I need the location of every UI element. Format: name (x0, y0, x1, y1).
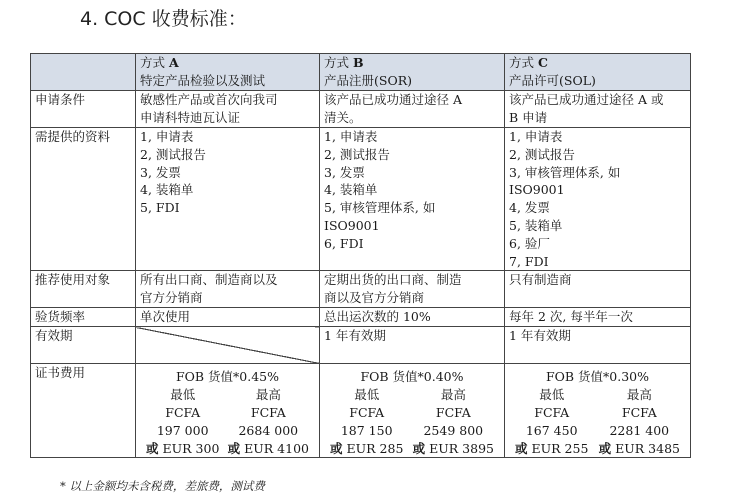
text-line: 3, 审核管理体系, 如 (509, 164, 621, 180)
fee-max-title: 最高 (626, 387, 652, 403)
method-a-subtitle: 特定产品检验以及测试 (140, 72, 266, 88)
text-line: 3, 发票 (324, 164, 365, 180)
or-label: 或 (412, 440, 426, 456)
fee-eur: EUR 3485 (611, 440, 680, 456)
text-line: 官方分销商 (140, 290, 203, 306)
fee-amount: 197 000 (156, 422, 209, 438)
fee-rate: FOB 货值*0.45% (175, 369, 280, 385)
text-line: 5, 装箱单 (509, 217, 563, 233)
header-method-b (320, 54, 505, 91)
or-label: 或 (515, 440, 528, 456)
frequency-a: 单次使用 (136, 308, 320, 327)
text-line: 2, 测试报告 (140, 146, 206, 162)
text-line: 2, 测试报告 (509, 146, 575, 162)
text-line: 定期出货的出口商、制造 (324, 272, 462, 288)
text-line: ISO9001 (324, 217, 380, 233)
method-b-letter: B (352, 55, 364, 70)
fee-max (228, 386, 309, 457)
fee-max (599, 386, 680, 457)
or-label: 或 (227, 440, 241, 456)
header-method-a (136, 54, 320, 91)
text-line: 2, 测试报告 (324, 146, 390, 162)
fee-min-title: 最低 (354, 387, 380, 403)
fee-max (413, 386, 494, 457)
fee-amount: 2549 800 (423, 422, 484, 438)
condition-b (320, 91, 505, 128)
section-heading: 4. COC 收费标准： (80, 8, 247, 30)
text-line: 5, 审核管理体系, 如 (324, 200, 436, 216)
text-line: 5, FDI (140, 200, 180, 216)
label-target-users: 推荐使用对象 (31, 271, 136, 308)
label-fee: 证书费用 (31, 364, 136, 458)
fee-currency: FCFA (534, 404, 570, 420)
validity-b: 1 年有效期 (320, 327, 505, 364)
row-documents (31, 128, 691, 271)
text-line: 清关。 (324, 109, 362, 125)
method-a-prefix: 方式 (140, 55, 169, 70)
fee-eur: EUR 285 (342, 440, 404, 456)
fee-rate: FOB 货值*0.30% (545, 369, 650, 385)
text-line: 3, 发票 (140, 164, 181, 180)
fee-max-title: 最高 (440, 387, 466, 403)
documents-a (136, 128, 320, 271)
fee-currency: FCFA (250, 404, 286, 420)
fee-min-title: 最低 (539, 387, 565, 403)
row-condition (31, 91, 691, 128)
header-corner-cell (31, 54, 136, 91)
text-line: 6, FDI (324, 235, 364, 251)
coc-fee-table (30, 53, 691, 458)
text-line: 4, 装箱单 (324, 182, 378, 198)
text-line: 4, 装箱单 (140, 182, 194, 198)
method-b-prefix: 方式 (324, 55, 353, 70)
fee-amount: 167 450 (525, 422, 578, 438)
method-c-letter: C (537, 55, 548, 70)
header-row (31, 54, 691, 91)
fee-eur: EUR 300 (158, 440, 220, 456)
fee-amount: 2281 400 (609, 422, 670, 438)
text-line: 敏感性产品或首次向我司 (140, 92, 278, 107)
fee-rate: FOB 货值*0.40% (360, 369, 464, 385)
fee-eur: EUR 255 (527, 440, 589, 456)
fee-eur: EUR 4100 (240, 440, 309, 456)
fee-eur: EUR 3895 (425, 440, 494, 456)
text-line: 1, 申请表 (140, 129, 194, 144)
target-c (505, 271, 691, 308)
or-label: 或 (330, 440, 343, 456)
row-target-users (31, 271, 691, 308)
frequency-c: 每年 2 次, 每半年一次 (505, 308, 691, 327)
fee-min (330, 386, 403, 457)
fee-a (136, 364, 320, 458)
text-line: 1, 申请表 (324, 129, 378, 144)
text-line: 只有制造商 (509, 272, 572, 288)
target-b (320, 271, 505, 308)
header-method-c (505, 54, 691, 91)
fee-min (515, 386, 588, 457)
text-line: 1, 申请表 (509, 129, 563, 144)
fee-currency: FCFA (621, 404, 657, 420)
label-condition: 申请条件 (31, 91, 136, 128)
text-line: 6, 验厂 (509, 235, 550, 251)
text-line: 7, FDI (509, 253, 549, 269)
fee-b (320, 364, 505, 458)
text-line: 申请科特迪瓦认证 (140, 109, 241, 125)
fee-min-title: 最低 (170, 387, 196, 403)
fee-currency: FCFA (349, 404, 385, 420)
or-label: 或 (146, 440, 159, 456)
label-frequency: 验货频率 (31, 308, 136, 327)
text-line: B 申请 (509, 109, 548, 125)
method-a-letter: A (168, 55, 179, 70)
text-line: 4, 发票 (509, 200, 550, 216)
condition-a (136, 91, 320, 128)
target-a (136, 271, 320, 308)
text-line: 所有出口商、制造商以及 (140, 272, 278, 288)
text-line: 该产品已成功通过途径 A (324, 92, 463, 107)
fee-c (505, 364, 691, 458)
method-c-subtitle: 产品许可(SOL) (509, 72, 596, 88)
text-line: ISO9001 (509, 182, 565, 198)
fee-min (146, 386, 219, 457)
condition-c (505, 91, 691, 128)
fee-currency: FCFA (165, 404, 201, 420)
method-c-prefix: 方式 (509, 55, 538, 70)
row-certificate-fee (31, 364, 691, 458)
label-validity: 有效期 (31, 327, 136, 364)
text-line: 商以及官方分销商 (324, 290, 425, 306)
footnote: * 以上金额均未含税费，差旅费，测试费 (60, 479, 265, 493)
documents-b (320, 128, 505, 271)
or-label: 或 (598, 440, 612, 456)
fee-currency: FCFA (435, 404, 471, 420)
method-b-subtitle: 产品注册(SOR) (324, 72, 412, 88)
row-inspection-frequency (31, 308, 691, 327)
row-validity (31, 327, 691, 364)
validity-c: 1 年有效期 (505, 327, 691, 364)
frequency-b: 总出运次数的 10% (320, 308, 505, 327)
fee-amount: 2684 000 (238, 422, 299, 438)
validity-a-empty (136, 327, 320, 364)
fee-max-title: 最高 (255, 387, 281, 403)
text-line: 该产品已成功通过途径 A 或 (509, 92, 664, 107)
fee-amount: 187 150 (340, 422, 393, 438)
label-documents: 需提供的资料 (31, 128, 136, 271)
documents-c (505, 128, 691, 271)
